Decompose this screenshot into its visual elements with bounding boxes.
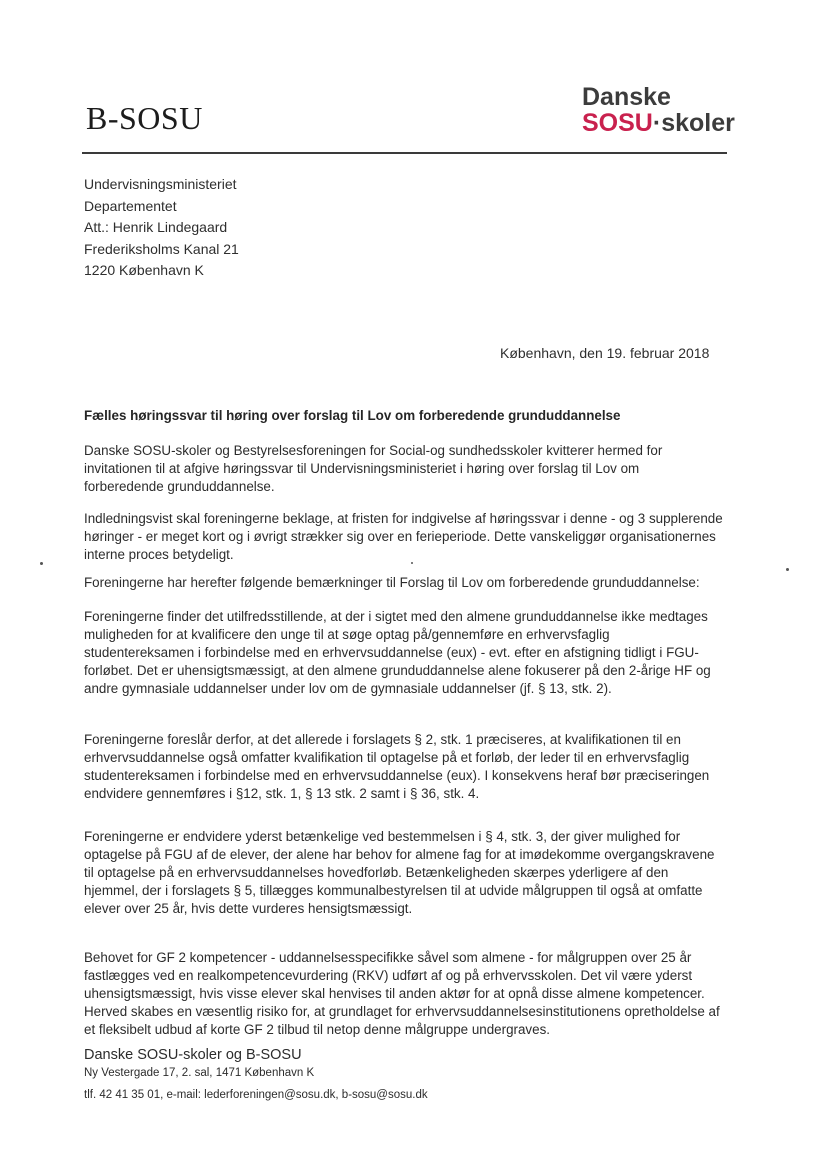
- paragraph-line: elever over 25 år, hvis dette vurderes hensigtsmæssigt.: [84, 901, 413, 916]
- logo-line-danske: Danske: [582, 83, 671, 111]
- paragraph-line: Behovet for GF 2 kompetencer - uddannelsesspecifikke såvel som almene - for målgruppen over 25 år: [84, 950, 692, 965]
- paragraph-line: optagelse på FGU af de elever, der alene har behov for almene fag for at imødekomme overgangskravene: [84, 847, 715, 862]
- logo-line-sosu-skoler: [582, 110, 735, 136]
- paragraph-line: uhensigtsmæssigt, hvis visse elever skal henvises til anden aktør for at opnå disse almene kompetencer.: [84, 986, 705, 1001]
- paragraph-line: interne proces betydeligt.: [84, 547, 234, 562]
- header-divider: [82, 152, 727, 154]
- paragraph-line: Indledningsvist skal foreningerne beklage, at fristen for indgivelse af høringssvar i denne - og 3 supplerende: [84, 511, 723, 526]
- paragraph-line: andre gymnasiale uddannelser under lov om de gymnasiale uddannelser (jf. § 13, stk. 2).: [84, 681, 612, 696]
- paragraph-line: fastlægges ved en realkompetencevurdering (RKV) udført af og på erhvervsskolen. Det vil være yderst: [84, 968, 693, 983]
- paragraph-line: erhvervsuddannelse også omfatter kvalifikation til optagelse på et forløb, der leder til en erhvervsfaglig: [84, 750, 690, 765]
- paragraph-line: Foreningerne foreslår derfor, at det allerede i forslagets § 2, stk. 1 præciseres, at kvalifikationen til en: [84, 732, 681, 747]
- paragraph-line: forløbet. Det er uhensigtsmæssigt, at den almene grunduddannelse alene fokuserer på den 2-årige HF og: [84, 663, 711, 678]
- paragraph-line: Danske SOSU-skoler og Bestyrelsesforeningen for Social-og sundhedsskoler kvitterer hermed for: [84, 443, 663, 458]
- recipient-line: Att.: Henrik Lindegaard: [84, 219, 228, 235]
- paragraph-line: studentereksamen i forbindelse med en erhvervsuddannelse (eux). I konsekvens heraf bør præciseringen: [84, 768, 710, 783]
- scan-speck: [786, 568, 789, 571]
- paragraph-gf2: [84, 949, 729, 1039]
- footer-organisation: Danske SOSU-skoler og B-SOSU: [84, 1047, 302, 1063]
- paragraph-line: Foreningerne har herefter følgende bemærkninger til Forslag til Lov om forberedende grunduddannelse:: [84, 575, 700, 590]
- logo-dot: ·: [652, 109, 662, 137]
- paragraph-intro: [84, 442, 729, 496]
- b-sosu-logo: B-SOSU: [86, 100, 203, 136]
- paragraph-line: hjemmel, der i forslagets § 5, tillægges kommunalbestyrelsen til at udvide målgruppen til også at omfatte: [84, 883, 703, 898]
- recipient-line: 1220 København K: [84, 262, 204, 278]
- recipient-line: Departementet: [84, 197, 177, 214]
- logo-sosu: SOSU: [582, 109, 653, 137]
- paragraph-line: Foreningerne er endvidere yderst betænkelige ved bestemmelsen i § 4, stk. 3, der giver mulighed for: [84, 829, 681, 844]
- recipient-address: [84, 174, 239, 282]
- paragraph-line: studentereksamen i forbindelse med en erhvervsuddannelse (eux) - evt. efter en afstigning tidligt i FGU-: [84, 645, 699, 660]
- scan-speck: [411, 562, 413, 564]
- paragraph-deadline: [84, 510, 729, 564]
- scan-speck: [40, 562, 43, 565]
- paragraph-line: invitationen til at afgive høringssvar til Undervisningsministeriet i høring over forslag til Lov om: [84, 461, 640, 476]
- footer-address: Ny Vestergade 17, 2. sal, 1471 København K: [84, 1067, 315, 1079]
- paragraph-remarks-intro: [84, 574, 729, 592]
- logo-skoler: skoler: [661, 109, 735, 137]
- paragraph-line: Herved skabes en væsentlig risiko for, at grundlaget for erhvervsuddannelsesinstitutionens opretholdelse af: [84, 1004, 720, 1019]
- recipient-line: Frederiksholms Kanal 21: [84, 240, 239, 257]
- paragraph-line: endvidere gennemføres i §12, stk. 1, § 13 stk. 2 samt i § 36, stk. 4.: [84, 786, 480, 801]
- paragraph-proposal: [84, 731, 729, 803]
- paragraph-line: muligheden for at kvalificere den unge til at søge optag på/gennemføre en erhvervsfaglig: [84, 627, 610, 642]
- paragraph-concerns: [84, 828, 729, 918]
- paragraph-general-education: [84, 608, 729, 698]
- letter-subject: Fælles høringssvar til høring over forslag til Lov om forberedende grunduddannelse: [84, 408, 621, 423]
- footer-contact: tlf. 42 41 35 01, e-mail: lederforeningen@sosu.dk, b-sosu@sosu.dk: [84, 1089, 428, 1101]
- danske-sosu-skoler-logo: [582, 84, 735, 136]
- paragraph-line: Foreningerne finder det utilfredsstillende, at der i sigtet med den almene grunduddannelse ikke medtages: [84, 609, 708, 624]
- recipient-line: Undervisningsministeriet: [84, 176, 237, 192]
- paragraph-line: forberedende grunduddannelse.: [84, 479, 275, 494]
- paragraph-line: til optagelse på en erhvervsuddannelses hovedforløb. Betænkeligheden skærpes yderligere af den: [84, 865, 669, 880]
- paragraph-line: et fleksibelt udbud af korte GF 2 tilbud til netop denne målgruppe undergraves.: [84, 1022, 550, 1037]
- dateline: København, den 19. februar 2018: [500, 345, 710, 361]
- paragraph-line: høringer - er meget kort og i øvrigt strækker sig over en ferieperiode. Dette vanskeliggør organisationernes: [84, 529, 716, 544]
